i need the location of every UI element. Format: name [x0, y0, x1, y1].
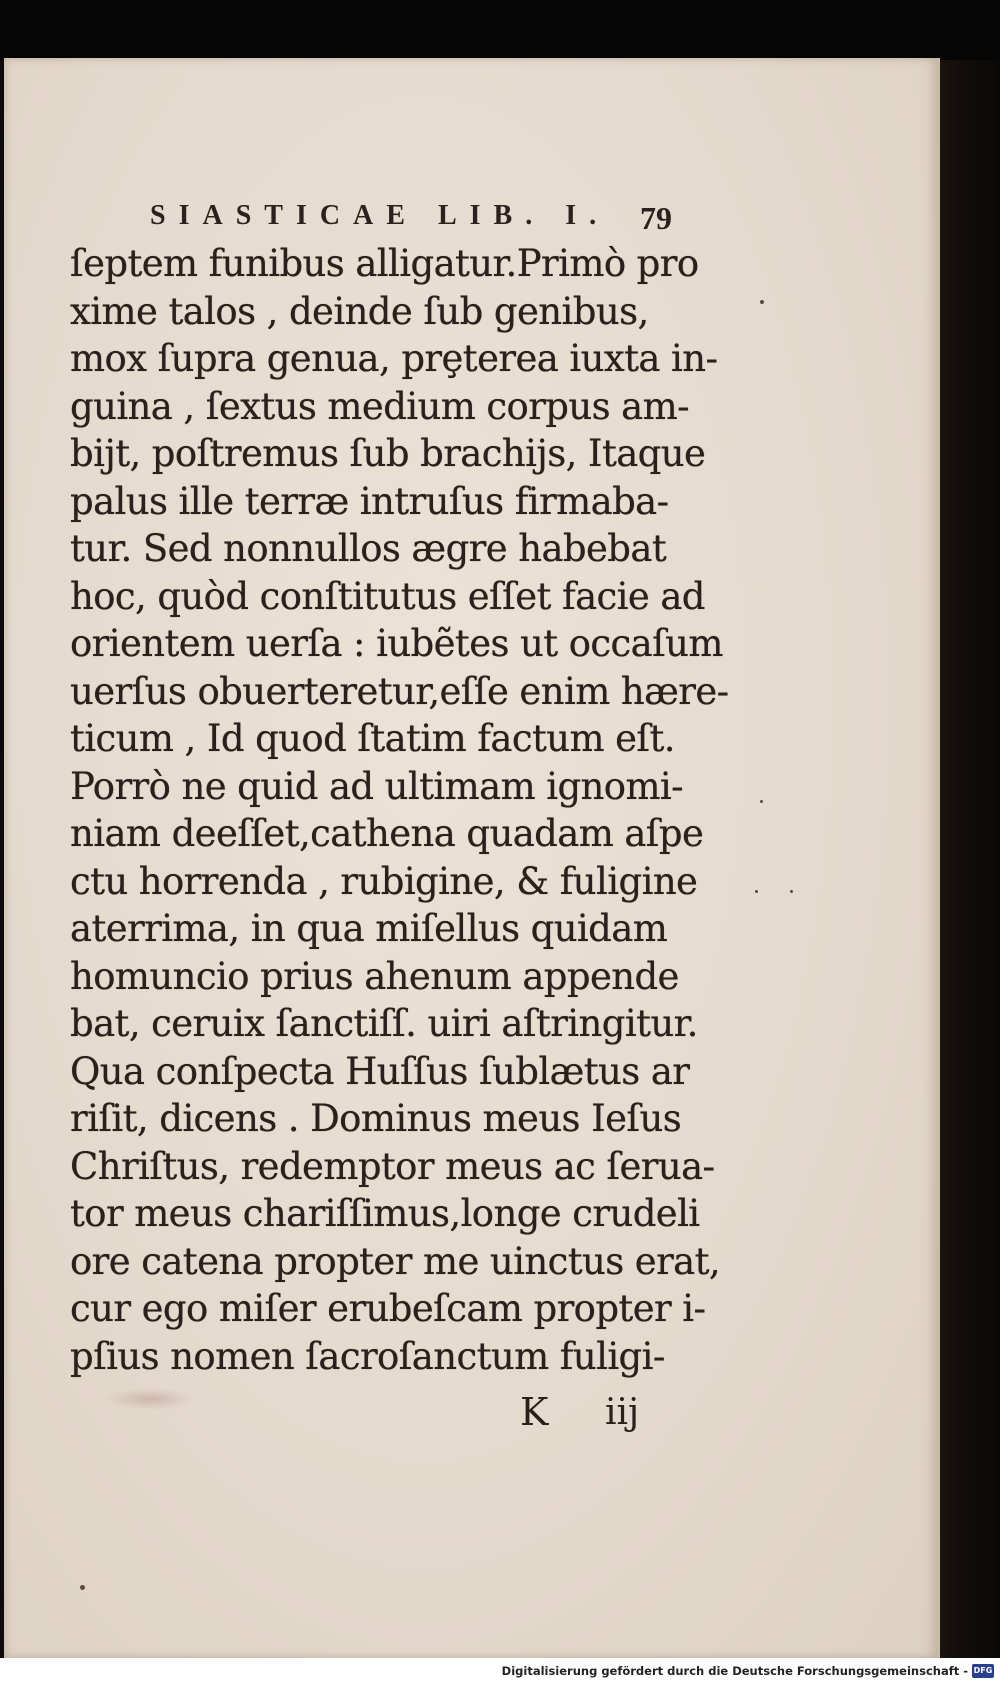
body-text: [70, 240, 729, 1380]
paper-speck: [790, 890, 793, 893]
paper-speck: [755, 890, 758, 893]
text-line: Qua conſpecta Huſſus ſublætus ar: [70, 1049, 690, 1093]
paper-speck: [760, 800, 763, 803]
text-line: bijt, poſtremus ſub brachijs, Itaque: [70, 432, 706, 475]
text-line: cur ego miſer erubeſcam propter i-: [70, 1287, 706, 1330]
text-line: xime talos , deinde ſub genibus,: [70, 289, 649, 333]
paper-speck: [80, 1585, 85, 1590]
scan-background-top: [0, 0, 1000, 60]
paper-speck: [760, 300, 764, 304]
text-line: guina , ſextus medium corpus am-: [70, 384, 689, 428]
dfg-logo-text: DFG: [973, 1666, 993, 1675]
text-line: orientem uerſa : iubẽtes ut occaſum: [70, 622, 723, 665]
text-line: niam deeſſet,cathena quadam aſpe: [70, 812, 704, 855]
text-line: uerſus obuerteretur,eſſe enim hære-: [70, 669, 729, 713]
text-line: pſius nomen ſacroſanctum fuligi-: [70, 1334, 665, 1378]
text-line: homuncio prius ahenum appende: [70, 954, 679, 998]
signature-mark: iij: [605, 1392, 640, 1433]
text-line: Porrò ne quid ad ultimam ignomi-: [70, 764, 684, 808]
text-line: hoc, quòd conſtitutus eſſet facie ad: [70, 574, 705, 618]
dfg-logo: [972, 1664, 994, 1678]
text-line: riſit, dicens . Dominus meus Ieſus: [70, 1097, 682, 1140]
text-line: ticum , Id quod ſtatim factum eſt.: [70, 717, 675, 760]
text-line: tor meus chariſſimus,longe crudeli: [70, 1192, 700, 1235]
text-line: ore catena propter me uinctus erat,: [70, 1239, 721, 1283]
text-line: palus ille terræ intruſus firmaba-: [70, 479, 669, 523]
text-line: ctu horrenda , rubigine, & fuligine: [70, 859, 698, 903]
digitization-footer: [0, 1658, 1000, 1685]
text-line: mox ſupra genua, prȩterea iuxta in-: [70, 337, 718, 380]
text-line: Chriſtus, redemptor meus ac ſerua-: [70, 1144, 715, 1188]
funding-credit: Digitalisierung gefördert durch die Deutsche Forschungsgemeinschaft -: [501, 1664, 968, 1678]
catchword: K: [520, 1390, 549, 1434]
ink-bleed-through: [105, 1388, 195, 1410]
text-line: tur. Sed nonnullos ægre habebat: [70, 527, 667, 570]
text-line: bat, ceruix ſanctiſſ. uiri aſtringitur.: [70, 1002, 698, 1045]
running-head: SIASTICAE LIB. I.: [150, 200, 610, 231]
page-number: 79: [640, 200, 672, 236]
text-line: ſeptem funibus alligatur.Primò pro: [70, 242, 699, 285]
book-edge: [938, 60, 1000, 1660]
text-line: aterrima, in qua miſellus quidam: [70, 907, 668, 950]
